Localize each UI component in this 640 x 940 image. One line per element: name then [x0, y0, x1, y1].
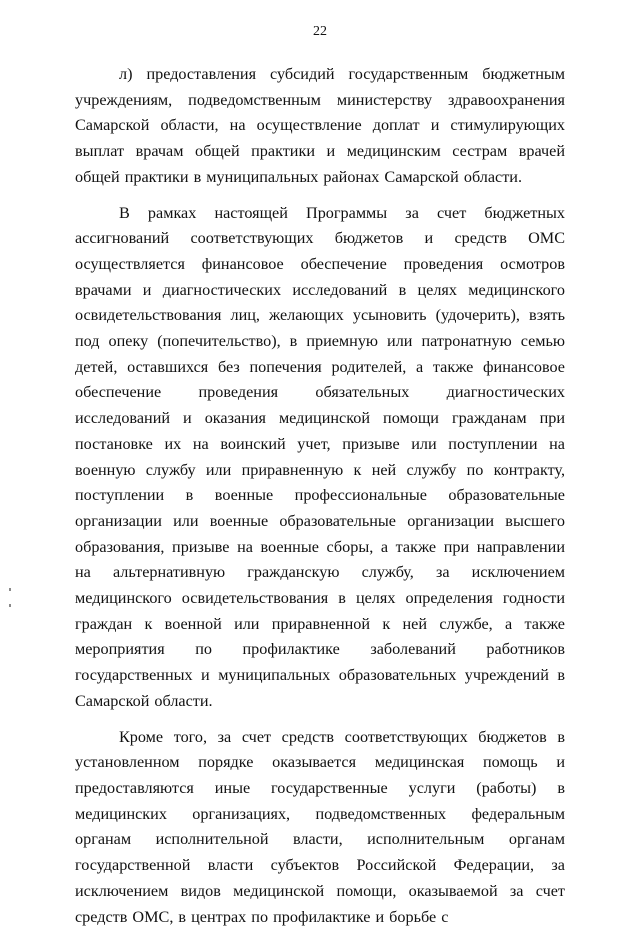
document-body — [75, 62, 565, 940]
scan-margin-mark — [9, 604, 11, 607]
paragraph-subsidies: л) предоставления субсидий государственным бюджетным учреждениям, подведомственным министерству здравоохранения Самарской области, на осуществление доплат и стимулирующих выплат врачам общей практики и медицинским сестрам врачей общей практики в муниципальных районах Самарской области. — [75, 65, 565, 186]
paragraph-program-financing: В рамках настоящей Программы за счет бюджетных ассигнований соответствующих бюджетов и средств ОМС осуществляется финансовое обеспечение проведения осмотров врачами и диагностических исследований в целях медицинского освидетельствования лиц, желающих усыновить (удочерить), взять под опеку (попечительство), в приемную или патронатную семью детей, оставшихся без попечения родителей, а также финансовое обеспечение проведения обязательных диагностических исследований и оказания медицинской помощи гражданам при постановке их на воинский учет, призыве или поступлении на военную службу или приравненную к ней службу по контракту, поступлении в военные профессиональные образовательные организации или военные образовательные организации высшего образования, призыве на военные сборы, а также при направлении на альтернативную гражданскую службу, за исключением медицинского освидетельствования в целях определения годности граждан к военной или приравненной к ней службе, а также мероприятия по профилактике заболеваний работников государственных и муниципальных образовательных учреждений в Самарской области. — [75, 203, 565, 710]
scan-margin-mark — [9, 588, 11, 591]
page-number: 22 — [313, 24, 327, 39]
paragraph-budget-services: Кроме того, за счет средств соответствующих бюджетов в установленном порядке оказывается медицинская помощь и предоставляются иные государственные услуги (работы) в медицинских организациях, подведомственных федеральным органам исполнительной власти, исполнительным органам государственной власти субъектов Российской Федерации, за исключением видов медицинской помощи, оказываемой за счет средств ОМС, в центрах по профилактике и борьбе с — [75, 727, 565, 926]
